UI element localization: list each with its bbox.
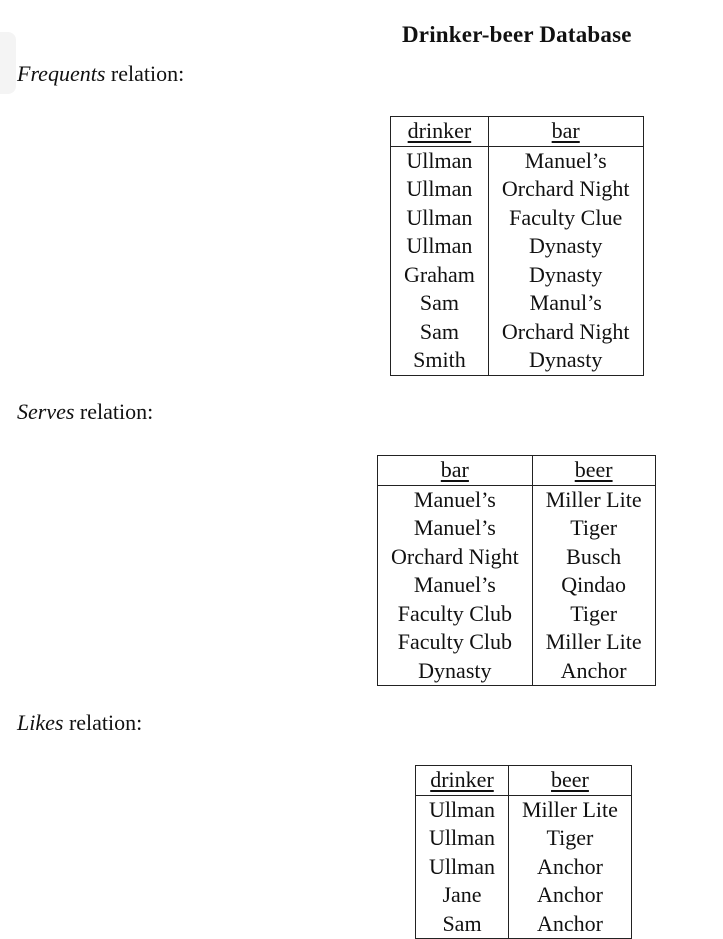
table-header-row: [416, 766, 632, 796]
column-header: beer: [532, 456, 655, 486]
table-cell: Orchard Night: [488, 318, 643, 347]
table-row: [378, 600, 656, 629]
table-cell: Sam: [416, 910, 509, 939]
frequents-table: [390, 116, 644, 376]
table-cell: Jane: [416, 881, 509, 910]
table-cell: Anchor: [509, 881, 632, 910]
page-title: Drinker-beer Database: [402, 22, 632, 47]
likes-suffix: relation:: [63, 710, 143, 735]
likes-table: [415, 765, 632, 939]
column-header: bar: [488, 117, 643, 147]
table-cell: Anchor: [509, 853, 632, 882]
table-row: [378, 628, 656, 657]
table-cell: Manuel’s: [488, 146, 643, 175]
table-row: [378, 657, 656, 686]
table-header-row: [391, 117, 644, 147]
table-cell: Busch: [532, 543, 655, 572]
table-row: [416, 824, 632, 853]
table-row: [391, 261, 644, 290]
likes-name: Likes: [17, 710, 64, 735]
frequents-name: Frequents: [17, 61, 106, 86]
frequents-suffix: relation:: [105, 61, 185, 86]
table-row: [391, 318, 644, 347]
table-cell: Anchor: [509, 910, 632, 939]
table-row: [391, 175, 644, 204]
table-cell: Miller Lite: [532, 628, 655, 657]
column-header: bar: [378, 456, 533, 486]
table-cell: Anchor: [532, 657, 655, 686]
table-cell: Sam: [391, 289, 489, 318]
edge-tab: [0, 32, 16, 94]
table-cell: Faculty Clue: [488, 204, 643, 233]
table-header-row: [378, 456, 656, 486]
table-cell: Faculty Club: [378, 628, 533, 657]
table-row: [391, 346, 644, 375]
table-cell: Manul’s: [488, 289, 643, 318]
table-cell: Ullman: [391, 175, 489, 204]
table-cell: Miller Lite: [509, 795, 632, 824]
serves-label: [17, 399, 153, 425]
table-cell: Manuel’s: [378, 571, 533, 600]
table-row: [378, 485, 656, 514]
table-cell: Graham: [391, 261, 489, 290]
table-cell: Miller Lite: [532, 485, 655, 514]
table-cell: Smith: [391, 346, 489, 375]
frequents-label: [17, 61, 184, 87]
table-cell: Orchard Night: [488, 175, 643, 204]
table-cell: Dynasty: [488, 261, 643, 290]
column-header: beer: [509, 766, 632, 796]
serves-suffix: relation:: [74, 399, 154, 424]
likes-label: [17, 710, 142, 736]
table-cell: Manuel’s: [378, 485, 533, 514]
serves-table: [377, 455, 656, 686]
table-cell: Ullman: [416, 824, 509, 853]
table-cell: Qindao: [532, 571, 655, 600]
table-cell: Faculty Club: [378, 600, 533, 629]
table-row: [391, 289, 644, 318]
table-cell: Dynasty: [378, 657, 533, 686]
table-cell: Dynasty: [488, 346, 643, 375]
table-cell: Ullman: [391, 146, 489, 175]
table-cell: Ullman: [391, 204, 489, 233]
table-cell: Manuel’s: [378, 514, 533, 543]
table-cell: Tiger: [509, 824, 632, 853]
table-row: [391, 204, 644, 233]
table-cell: Tiger: [532, 514, 655, 543]
table-row: [416, 795, 632, 824]
serves-name: Serves: [17, 399, 75, 424]
table-row: [391, 146, 644, 175]
table-cell: Dynasty: [488, 232, 643, 261]
table-cell: Sam: [391, 318, 489, 347]
table-cell: Ullman: [416, 795, 509, 824]
table-row: [378, 514, 656, 543]
table-cell: Ullman: [391, 232, 489, 261]
table-cell: Orchard Night: [378, 543, 533, 572]
column-header: drinker: [416, 766, 509, 796]
column-header: drinker: [391, 117, 489, 147]
table-row: [378, 571, 656, 600]
table-row: [378, 543, 656, 572]
table-row: [391, 232, 644, 261]
table-cell: Tiger: [532, 600, 655, 629]
table-row: [416, 881, 632, 910]
table-cell: Ullman: [416, 853, 509, 882]
table-row: [416, 910, 632, 939]
table-row: [416, 853, 632, 882]
